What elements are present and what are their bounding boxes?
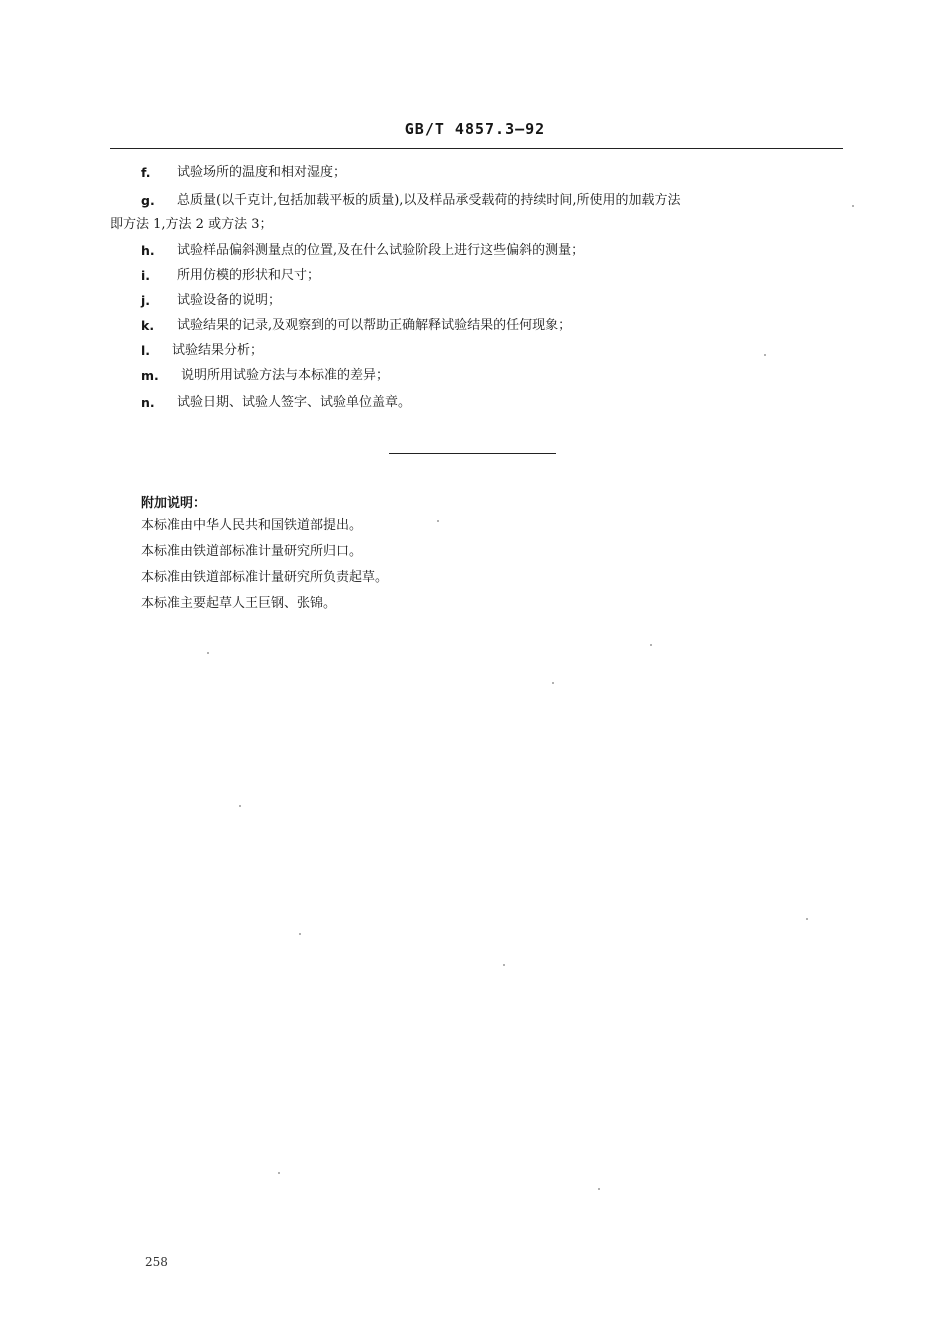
scan-speck <box>503 964 505 966</box>
item-letter: i. <box>141 268 151 283</box>
appendix-title: 附加说明： <box>141 496 207 511</box>
page-header-title: GB/T 4857.3—92 <box>404 120 546 138</box>
appendix-line: 本标准由铁道部标准计量研究所负责起草。 <box>141 570 389 585</box>
item-letter: j. <box>141 293 151 308</box>
scan-speck <box>239 805 241 807</box>
item-text: 说明所用试验方法与本标准的差异； <box>181 368 390 383</box>
scan-speck <box>299 933 301 935</box>
scan-speck <box>852 205 854 207</box>
scan-speck <box>552 682 554 684</box>
item-text: 试验结果分析； <box>172 343 264 358</box>
scan-speck <box>437 520 439 522</box>
item-letter: k. <box>141 318 155 333</box>
scan-speck <box>806 918 808 920</box>
item-text: 试验设备的说明； <box>177 293 282 308</box>
scan-speck <box>598 1188 600 1190</box>
item-text: 试验样品偏斜测量点的位置,及在什么试验阶段上进行这些偏斜的测量； <box>177 243 585 258</box>
scan-speck <box>764 354 766 356</box>
header-rule <box>110 148 843 149</box>
item-text: 总质量(以千克计,包括加载平板的质量),以及样品承受载荷的持续时间,所使用的加载方法 <box>177 193 681 208</box>
scan-speck <box>650 644 652 646</box>
section-divider <box>389 453 556 454</box>
item-letter: n. <box>141 395 155 410</box>
scan-speck <box>278 1172 280 1174</box>
item-continuation: 即方法 1,方法 2 或方法 3； <box>110 217 273 232</box>
item-letter: h. <box>141 243 155 258</box>
item-letter: g. <box>141 193 155 208</box>
item-text: 试验日期、试验人签字、试验单位盖章。 <box>177 395 412 410</box>
scan-speck <box>207 652 209 654</box>
appendix-line: 本标准由中华人民共和国铁道部提出。 <box>141 518 363 533</box>
appendix-line: 本标准主要起草人王巨钢、张锦。 <box>141 596 337 611</box>
appendix-line: 本标准由铁道部标准计量研究所归口。 <box>141 544 363 559</box>
page-number: 258 <box>145 1255 168 1269</box>
item-letter: l. <box>141 343 151 358</box>
item-text: 试验结果的记录,及观察到的可以帮助正确解释试验结果的任何现象； <box>177 318 572 333</box>
item-letter: m. <box>141 368 159 383</box>
item-text: 试验场所的温度和相对湿度； <box>177 165 347 180</box>
item-text: 所用仿模的形状和尺寸； <box>177 268 321 283</box>
item-letter: f. <box>141 165 151 180</box>
